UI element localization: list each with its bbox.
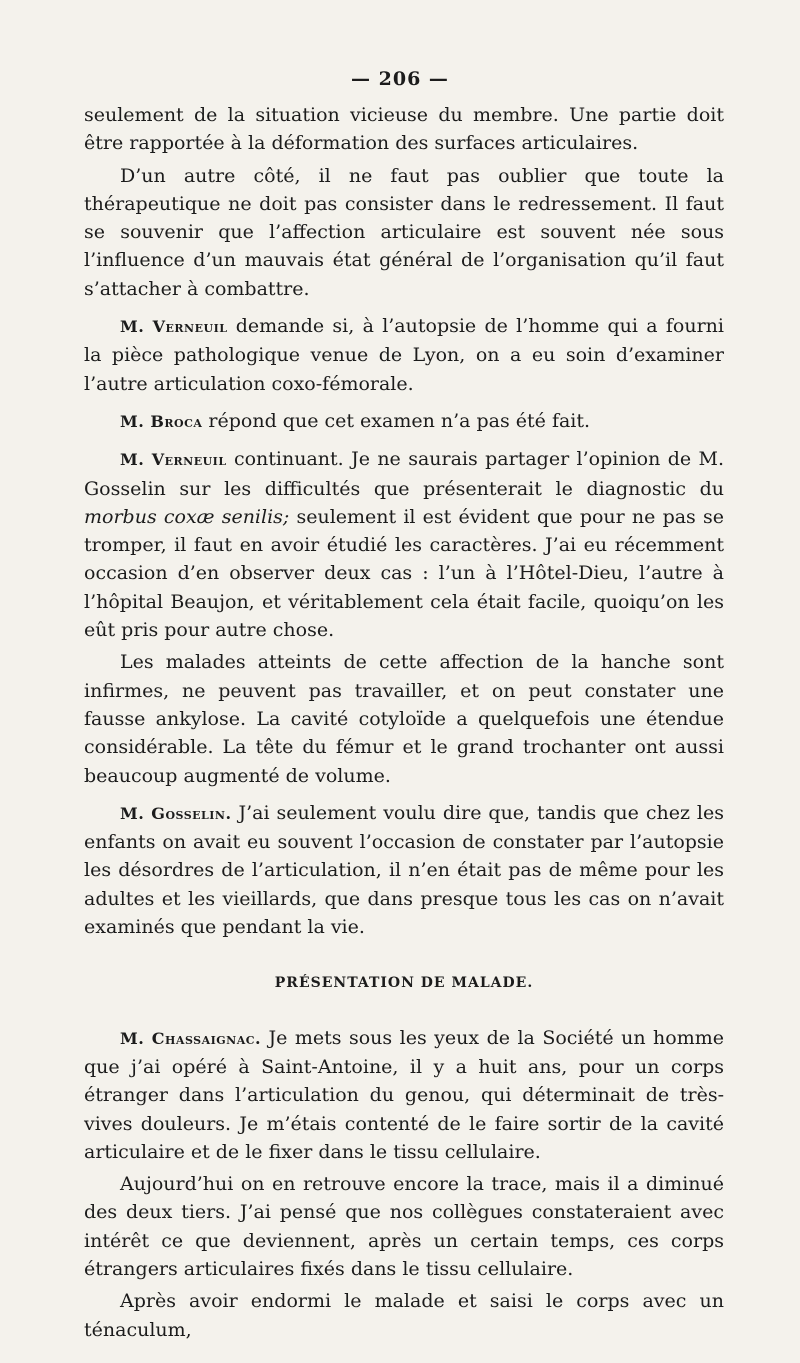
speaker-verneuil: M. Verneuil — [120, 317, 228, 337]
paragraph-4 — [84, 407, 724, 436]
paragraph-5-italic: morbus coxæ senilis; — [84, 505, 290, 528]
paragraph-6: Les malades atteints de cette affection de la hanche sont infirmes, ne peuvent pas travailler, et on peut constater une fausse ankylose. La cavité cotyloïde a quelquefois une étendue considérable. La tête du fémur et le grand trochanter ont aussi beaucoup augmenté de volume. — [84, 651, 724, 787]
paragraph-8 — [84, 1024, 724, 1166]
paragraph-5 — [84, 445, 724, 644]
page-number: — 206 — — [351, 68, 449, 90]
paragraph-8-text: Je mets sous les yeux de la Société un homme que j’ai opéré à Saint-Antoine, il y a huit ans, pour un corps étranger dans l’articulation du genou, qui déterminait de très-vives douleurs. Je m’étais contenté de le faire sortir de la cavité articulaire et de le fixer dans le tissu cellulaire. — [84, 1026, 724, 1163]
paragraph-4-text: répond que cet examen n’a pas été fait. — [202, 409, 591, 432]
paragraph-2: D’un autre côté, il ne faut pas oublier que toute la thérapeutique ne doit pas consister dans le redressement. Il faut se souvenir que l’affection articulaire est souvent née sous l’influence d’un mauvais état général de l’organisation qu’il faut s’attacher à combattre. — [84, 164, 724, 300]
speaker-broca: M. Broca — [120, 411, 203, 431]
paragraph-5-text-b: seulement il est évident que pour ne pas se tromper, il faut en avoir étudié les caractères. J’ai eu récemment occasion d’en observer deux cas : l’un à l’Hôtel-Dieu, l’autre à l’hôpital Beaujon, et véritablement cela était facile, quoiqu’on les eût pris pour autre chose. — [84, 505, 724, 642]
paragraph-7-text: J’ai seulement voulu dire que, tandis que chez les enfants on avait eu souvent l’occasion de constater par l’autopsie les désordres de l’articulation, il n’en était pas de même pour les adultes et les vieillards, que dans presque tous les cas on n’avait examinés que pendant la vie. — [84, 801, 724, 939]
speaker-chassaignac: M. Chassaignac. — [120, 1028, 262, 1048]
paragraph-1: seulement de la situation vicieuse du membre. Une partie doit être rapportée à la déformation des surfaces articulaires. — [84, 104, 724, 155]
paragraph-3 — [84, 312, 724, 398]
section-title: PRÉSENTATION DE MALADE. — [274, 975, 534, 992]
speaker-gosselin: M. Gosselin. — [120, 803, 232, 823]
paragraph-7 — [84, 799, 724, 941]
paragraph-9: Aujourd’hui on en retrouve encore la trace, mais il a diminué des deux tiers. J’ai pensé que nos collègues constateraient avec intérêt ce que deviennent, après un certain temps, ces corps étrangers articulaires fixés dans le tissu cellulaire. — [84, 1173, 724, 1280]
page-body — [84, 101, 724, 1348]
paragraph-3-text: demande si, à l’autopsie de l’homme qui a fourni la pièce pathologique venue de Lyon, on a eu soin d’examiner l’autre articulation coxo-fémorale. — [84, 315, 724, 395]
paragraph-10: Après avoir endormi le malade et saisi le corps avec un ténaculum, — [84, 1290, 724, 1341]
paragraph-5-text-a: continuant. Je ne saurais partager l’opinion de M. Gosselin sur les difficultés que présenterait le diagnostic du — [84, 448, 725, 500]
speaker-verneuil-2: M. Verneuil — [120, 450, 227, 470]
